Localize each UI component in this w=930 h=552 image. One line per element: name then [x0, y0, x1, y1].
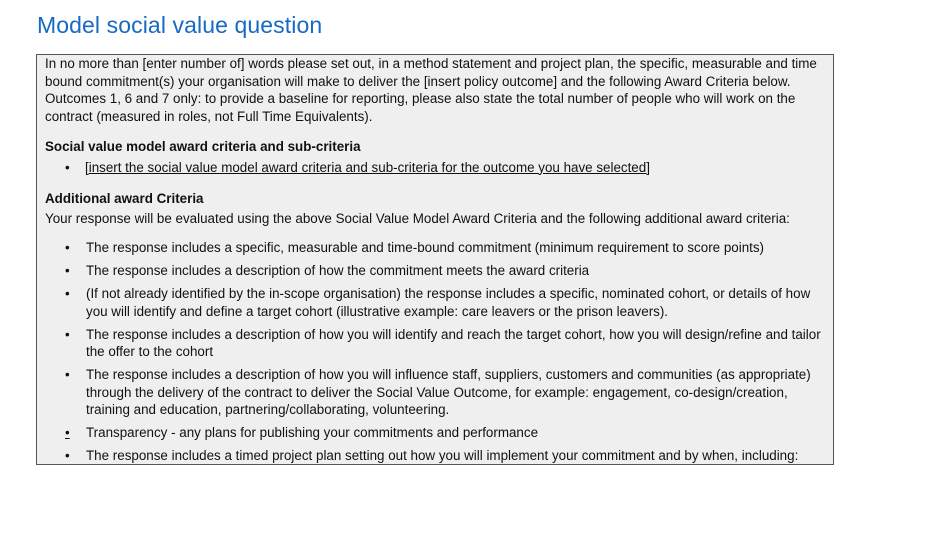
placeholder-list-item — [65, 159, 825, 177]
list-item — [45, 326, 825, 361]
list-item — [45, 239, 825, 257]
list-item-text: The response includes a specific, measurable and time-bound commitment (minimum requirement to score points) — [86, 240, 765, 255]
list-item-text: Transparency - any plans for publishing your commitments and performance — [86, 425, 539, 440]
list-item — [45, 262, 825, 280]
award-criteria-heading: Social value model award criteria and sub-criteria — [45, 139, 361, 154]
bullet-icon: • — [65, 425, 70, 440]
bullet-icon: • — [65, 286, 70, 301]
list-item-text: The response includes a description of how the commitment meets the award criteria — [86, 263, 590, 278]
list-item — [45, 447, 825, 465]
list-item-text: The response includes a timed project plan setting out how you will implement your commitment and by when, including: — [86, 448, 799, 463]
list-item — [45, 424, 825, 442]
placeholder-text: [insert the social value model award criteria and sub-criteria for the outcome you have selected] — [85, 159, 650, 175]
bullet-icon: • — [65, 240, 70, 255]
bullet-icon: • — [65, 263, 70, 278]
question-box — [36, 54, 834, 465]
additional-criteria-list — [45, 239, 825, 465]
list-item-text: The response includes a description of how you will influence staff, suppliers, customers and communities (as appropriate) through the delivery of the contract to deliver the Social Value Outcome, for example: engagement, co-design/creation, training and education, partnering/collaborating, volunteering. — [86, 367, 811, 417]
list-item — [45, 285, 825, 320]
bullet-icon: • — [65, 367, 70, 382]
list-item-text: The response includes a description of how you will identify and reach the target cohort, how you will design/refine and tailor the offer to the cohort — [86, 326, 821, 359]
additional-criteria-heading: Additional award Criteria — [45, 191, 204, 206]
list-item — [45, 366, 825, 419]
bullet-icon: • — [65, 448, 70, 463]
page-title: Model social value question — [37, 12, 323, 38]
bullet-icon: • — [65, 159, 70, 175]
list-item-text: (If not already identified by the in-scope organisation) the response includes a specific, nominated cohort, or details of how you will identify and define a target cohort (illustrative example: care leavers or the prison leavers). — [86, 286, 811, 319]
evaluation-lead-text: Your response will be evaluated using the above Social Value Model Award Criteria and the following additional award criteria: — [45, 210, 790, 226]
bullet-icon: • — [65, 326, 70, 342]
intro-paragraph: In no more than [enter number of] words please set out, in a method statement and project plan, the specific, measurable and time bound commitment(s) your organisation will make to deliver the [insert policy outcome] and the following Award Criteria below. Outcomes 1, 6 and 7 only: to provide a baseline for reporting, please also state the total number of people who will work on the contract (measured in roles, not Full Time Equivalents). — [45, 56, 817, 124]
